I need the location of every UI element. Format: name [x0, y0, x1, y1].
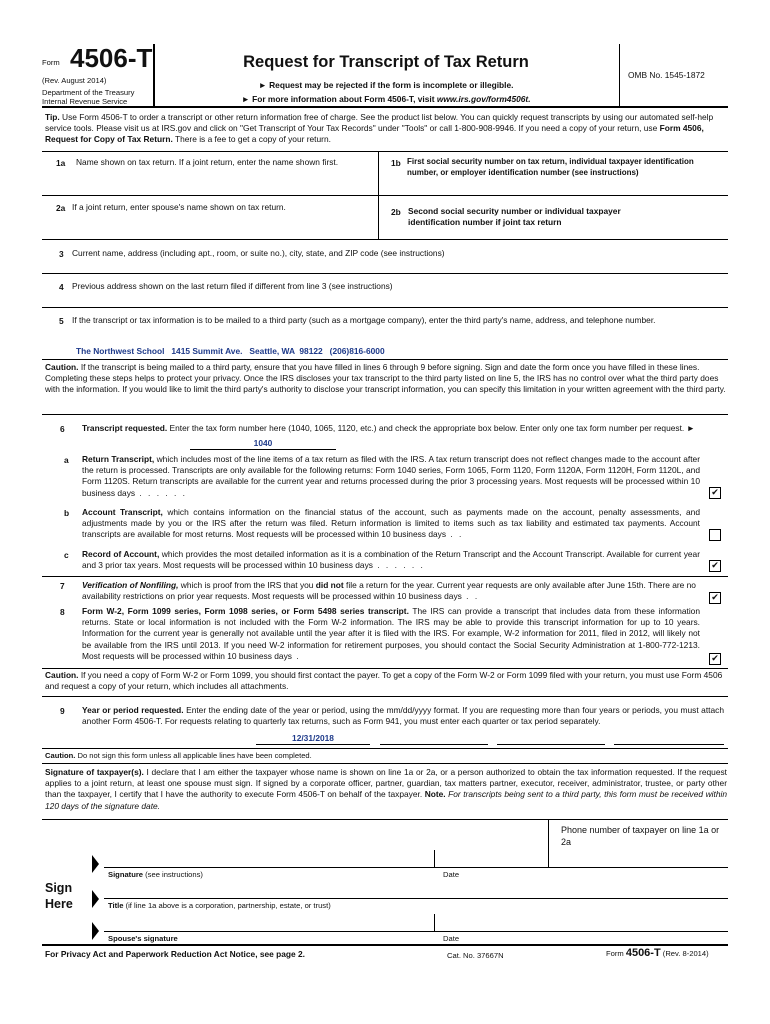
record-of-account-text — [82, 549, 700, 571]
title-label: Title — [108, 901, 124, 910]
signature-label: Signature — [108, 870, 144, 879]
department: Department of the Treasury — [42, 88, 135, 97]
line-2b-label: Second social security number or individual taxpayer identification number if joint tax return — [408, 206, 621, 228]
title-caption — [108, 901, 331, 911]
phone-number-input[interactable] — [550, 850, 728, 866]
caution-do-not-sign — [45, 751, 725, 761]
signature-caption — [108, 870, 203, 880]
declaration-text: I declare that I am either the taxpayer whose name is shown on line 1a or 2a, or a person authorized to obtain the tax information requested. If the request applies to a joint return, at least one spouse must sign. If signed by a corporate officer, partner, guardian, tax matters partner, executor, receiver, administrator, trustee, or party other than the taxpayer, I certify that I have the authority to execute Form 4506-T on behalf of the taxpayer. — [45, 767, 727, 800]
signature-hint: (see instructions) — [143, 870, 203, 879]
line-3-label: Current name, address (including apt., room, or suite no.), city, state, and ZIP code (see instructions) — [72, 248, 445, 258]
here-label: Here — [45, 897, 73, 911]
caution-label: Caution. — [45, 751, 76, 760]
tip-label: Tip. — [45, 112, 60, 122]
caution-text: If you need a copy of Form W-2 or Form 1099, you should first contact the payer. To get a copy of the Form W-2 or Form 1099 filed with your return, you must use Form 4506 and request a copy of your return, which includes all attachments. — [45, 670, 723, 692]
sign-label: Sign — [45, 881, 73, 895]
form-title: Request for Transcript of Tax Return — [243, 53, 529, 71]
line-3-number: 3 — [59, 249, 64, 259]
tax-form-number-input[interactable]: 1040 — [253, 438, 273, 448]
leader-dots: . — [291, 650, 301, 661]
w2-1099-label: Form W-2, Form 1099 series, Form 1098 series, or Form 5498 series transcript. — [82, 606, 409, 616]
sign-arrow-icon — [92, 855, 99, 873]
line-2b-field[interactable] — [380, 196, 728, 238]
sign-arrow-icon — [92, 922, 99, 940]
title-input[interactable] — [104, 882, 728, 898]
line-5-third-party-input[interactable]: The Northwest School 1415 Summit Ave. Seattle, WA 98122 (206)816-6000 — [76, 346, 385, 356]
form-word: Form — [42, 58, 60, 67]
line-2a-label: If a joint return, enter spouse's name shown on tax return. — [72, 202, 286, 212]
w2-1099-desc: The IRS can provide a transcript that includes data from these information returns. State or local information is not included with the Form W-2 information. The IRS may be able to provide this transcript information for up to 10 years. Information for the current year is generally not available until the year after it is filed with the IRS. For example, W-2 information for 2011, filed in 2012, will likely not be available from the IRS until 2013. If you need W-2 information for retirement purposes, you should contact the Social Security Administration at 1-800-772-1213. Most requests will be processed within 10 business days — [82, 606, 700, 661]
line-4-label: Previous address shown on the last return filed if different from line 3 (see instructions) — [72, 281, 393, 291]
line-1a-field[interactable] — [42, 152, 378, 194]
line-1a-label: Name shown on tax return. If a joint return, enter the name shown first. — [76, 157, 339, 167]
signature-of-taxpayer-label: Signature of taxpayer(s). — [45, 767, 144, 777]
return-transcript-text — [82, 454, 700, 499]
caution-w2-copy — [45, 670, 727, 692]
line-1b-number: 1b — [391, 158, 401, 168]
caution-third-party — [45, 362, 727, 396]
account-transcript-label: Account Transcript, — [82, 507, 163, 517]
line-6b-letter: b — [64, 508, 70, 518]
w2-1099-text — [82, 606, 700, 662]
line-9-number: 9 — [60, 706, 65, 716]
w2-1099-checkbox[interactable]: ✔ — [709, 653, 721, 665]
nonfiling-text — [82, 580, 700, 602]
line-2a-number: 2a — [56, 203, 66, 213]
line-6-title: Transcript requested. — [82, 423, 168, 433]
year-period-input-1[interactable]: 12/31/2018 — [292, 733, 334, 743]
footer-form-word: Form — [606, 949, 626, 958]
catalog-number: Cat. No. 37667N — [447, 951, 504, 960]
tip-form-4506: Form 4506, Request for Copy of Tax Return. — [45, 123, 704, 145]
signature-declaration — [45, 767, 727, 812]
privacy-notice: For Privacy Act and Paperwork Reduction Act Notice, see page 2. — [45, 949, 306, 959]
line-5-number: 5 — [59, 316, 64, 326]
account-transcript-desc: which contains information on the financial status of the account, such as payments made on the account, penalty assessments, and adjustments made by you or the IRS after the return was filed. Return information is limited to items such as tax liability and estimated tax payments. Account transcripts are available for most returns. Most requests will be processed within 10 business days — [82, 507, 700, 540]
omb-number: OMB No. 1545-1872 — [628, 70, 705, 80]
caution-text: If the transcript is being mailed to a third party, ensure that you have filled in lines 6 through 9 before signing. Sign and date the form once you have filled in these lines. Completing these steps helps to protect your privacy. Once the IRS discloses your tax transcript to the third party listed on line 5, the IRS has no control over what the third party does with the information. If you would like to limit the third party's authority to disclose your transcript information, you can specify this limitation in your written agreement with the third party. — [45, 362, 726, 395]
record-of-account-desc: which provides the most detailed information as it is a combination of the Return Transcript and the Account Transcript. Available for current year and 3 prior tax years. Most requests will be processed within 10 business days — [82, 549, 700, 571]
nonfiling-did-not: did not — [315, 580, 344, 590]
year-requested-label: Year or period requested. — [82, 705, 184, 715]
footer-rev: (Rev. 8-2014) — [660, 949, 709, 958]
phone-number-label: Phone number of taxpayer on line 1a or 2a — [561, 825, 720, 847]
date-label-2: Date — [443, 934, 460, 943]
title-hint: (if line 1a above is a corporation, partnership, estate, or trust) — [123, 901, 331, 910]
leader-dots: . . . . . . — [372, 560, 425, 571]
tip-paragraph — [45, 112, 725, 146]
line-6-text: Enter the tax form number here (1040, 1065, 1120, etc.) and check the appropriate box below. Enter only one tax form number per request. ► — [167, 423, 695, 433]
account-transcript-text — [82, 507, 700, 541]
signature-input[interactable] — [104, 850, 434, 866]
form-number: 4506-T — [70, 43, 153, 73]
caution-label: Caution. — [45, 670, 79, 680]
year-requested-text — [82, 705, 724, 727]
notice-rejected: ► Request may be rejected if the form is incomplete or illegible. — [258, 80, 514, 90]
year-requested-desc: Enter the ending date of the year or period, using the mm/dd/yyyy format. If you are requesting more than four years or periods, you must attach another Form 4506-T. For requests relating to quarterly tax returns, such as Form 941, you must enter each quarter or tax period separately. — [82, 705, 725, 727]
tip-tail: There is a fee to get a copy of your return. — [172, 134, 331, 145]
line-1b-field[interactable] — [380, 152, 728, 194]
line-3-field[interactable] — [42, 240, 728, 272]
line-6-number: 6 — [60, 424, 65, 434]
sign-arrow-icon — [92, 890, 99, 908]
line-5-label: If the transcript or tax information is to be mailed to a third party (such as a mortgage company), enter the third party's name, address, and telephone number. — [72, 315, 656, 325]
line-2a-field[interactable] — [42, 196, 378, 238]
return-transcript-checkbox[interactable]: ✔ — [709, 487, 721, 499]
line-6-label — [82, 423, 724, 434]
account-transcript-checkbox[interactable] — [709, 529, 721, 541]
line-1a-number: 1a — [56, 158, 66, 168]
line-6c-letter: c — [64, 550, 69, 560]
nonfiling-label: Verification of Nonfiling, — [82, 580, 179, 590]
line-4-field[interactable] — [42, 274, 728, 306]
caution-label: Caution. — [45, 362, 79, 372]
irs-url-link[interactable]: www.irs.gov/form4506t. — [436, 94, 531, 104]
leader-dots: . . — [446, 529, 464, 540]
revision: (Rev. August 2014) — [42, 76, 107, 85]
tip-text: Use Form 4506-T to order a transcript or other return information free of charge. See the product list below. You can quickly request transcripts by using our automated self-help service tools. Please visit us at IRS.gov and click on "Get Transcript of Your Tax Records" under "Tools" or call 1-800-908-9946. If you need a copy of your return, use — [45, 112, 714, 134]
nonfiling-desc2: file a return for the year. Current year requests are only available after June 15th. There are no availability restrictions on prior year requests. Most requests will be processed within 10 business days — [82, 580, 696, 602]
agency: Internal Revenue Service — [42, 97, 128, 106]
line-1b-label: First social security number on tax return, individual taxpayer identification number, or employer identification number (see instructions) — [407, 157, 694, 177]
notice-more-info-text: ► For more information about Form 4506-T, visit — [241, 94, 437, 104]
line-6a-letter: a — [64, 455, 69, 465]
line-4-number: 4 — [59, 282, 64, 292]
footer-form-number: 4506-T — [625, 947, 661, 959]
nonfiling-checkbox[interactable]: ✔ — [709, 592, 721, 604]
date-label-1: Date — [443, 870, 460, 879]
line-7-number: 7 — [60, 581, 65, 591]
note-text: For transcripts being sent to a third party, this form must be received within 120 days of the signature date. — [45, 789, 727, 811]
note-label: Note. — [424, 789, 446, 800]
line-2b-number: 2b — [391, 207, 401, 217]
line-8-number: 8 — [60, 607, 65, 617]
caution-text: Do not sign this form unless all applicable lines have been completed. — [75, 751, 312, 760]
notice-more-info — [153, 94, 619, 105]
spouse-signature-label: Spouse's signature — [108, 934, 178, 943]
footer-form-id — [606, 948, 709, 959]
record-of-account-checkbox[interactable]: ✔ — [709, 560, 721, 572]
nonfiling-desc1: which is proof from the IRS that you — [178, 580, 316, 590]
return-transcript-label: Return Transcript, — [82, 454, 155, 464]
return-transcript-desc: which includes most of the line items of a tax return as filed with the IRS. A tax return transcript does not reflect changes made to the account after the return is processed. Transcripts are only available for the following returns: Form 1040 series, Form 1065, Form 1120, Form 1120A, Form 1120H, Form 1120L, and Form 1120S. Return transcripts are available for the current year and returns processed during the prior 3 processing years. Most requests will be processed within 10 business days — [82, 454, 700, 498]
spouse-signature-input[interactable] — [104, 914, 434, 930]
leader-dots: . . . . . . — [135, 487, 188, 498]
leader-dots: . . — [461, 591, 480, 602]
record-of-account-label: Record of Account, — [82, 549, 160, 559]
